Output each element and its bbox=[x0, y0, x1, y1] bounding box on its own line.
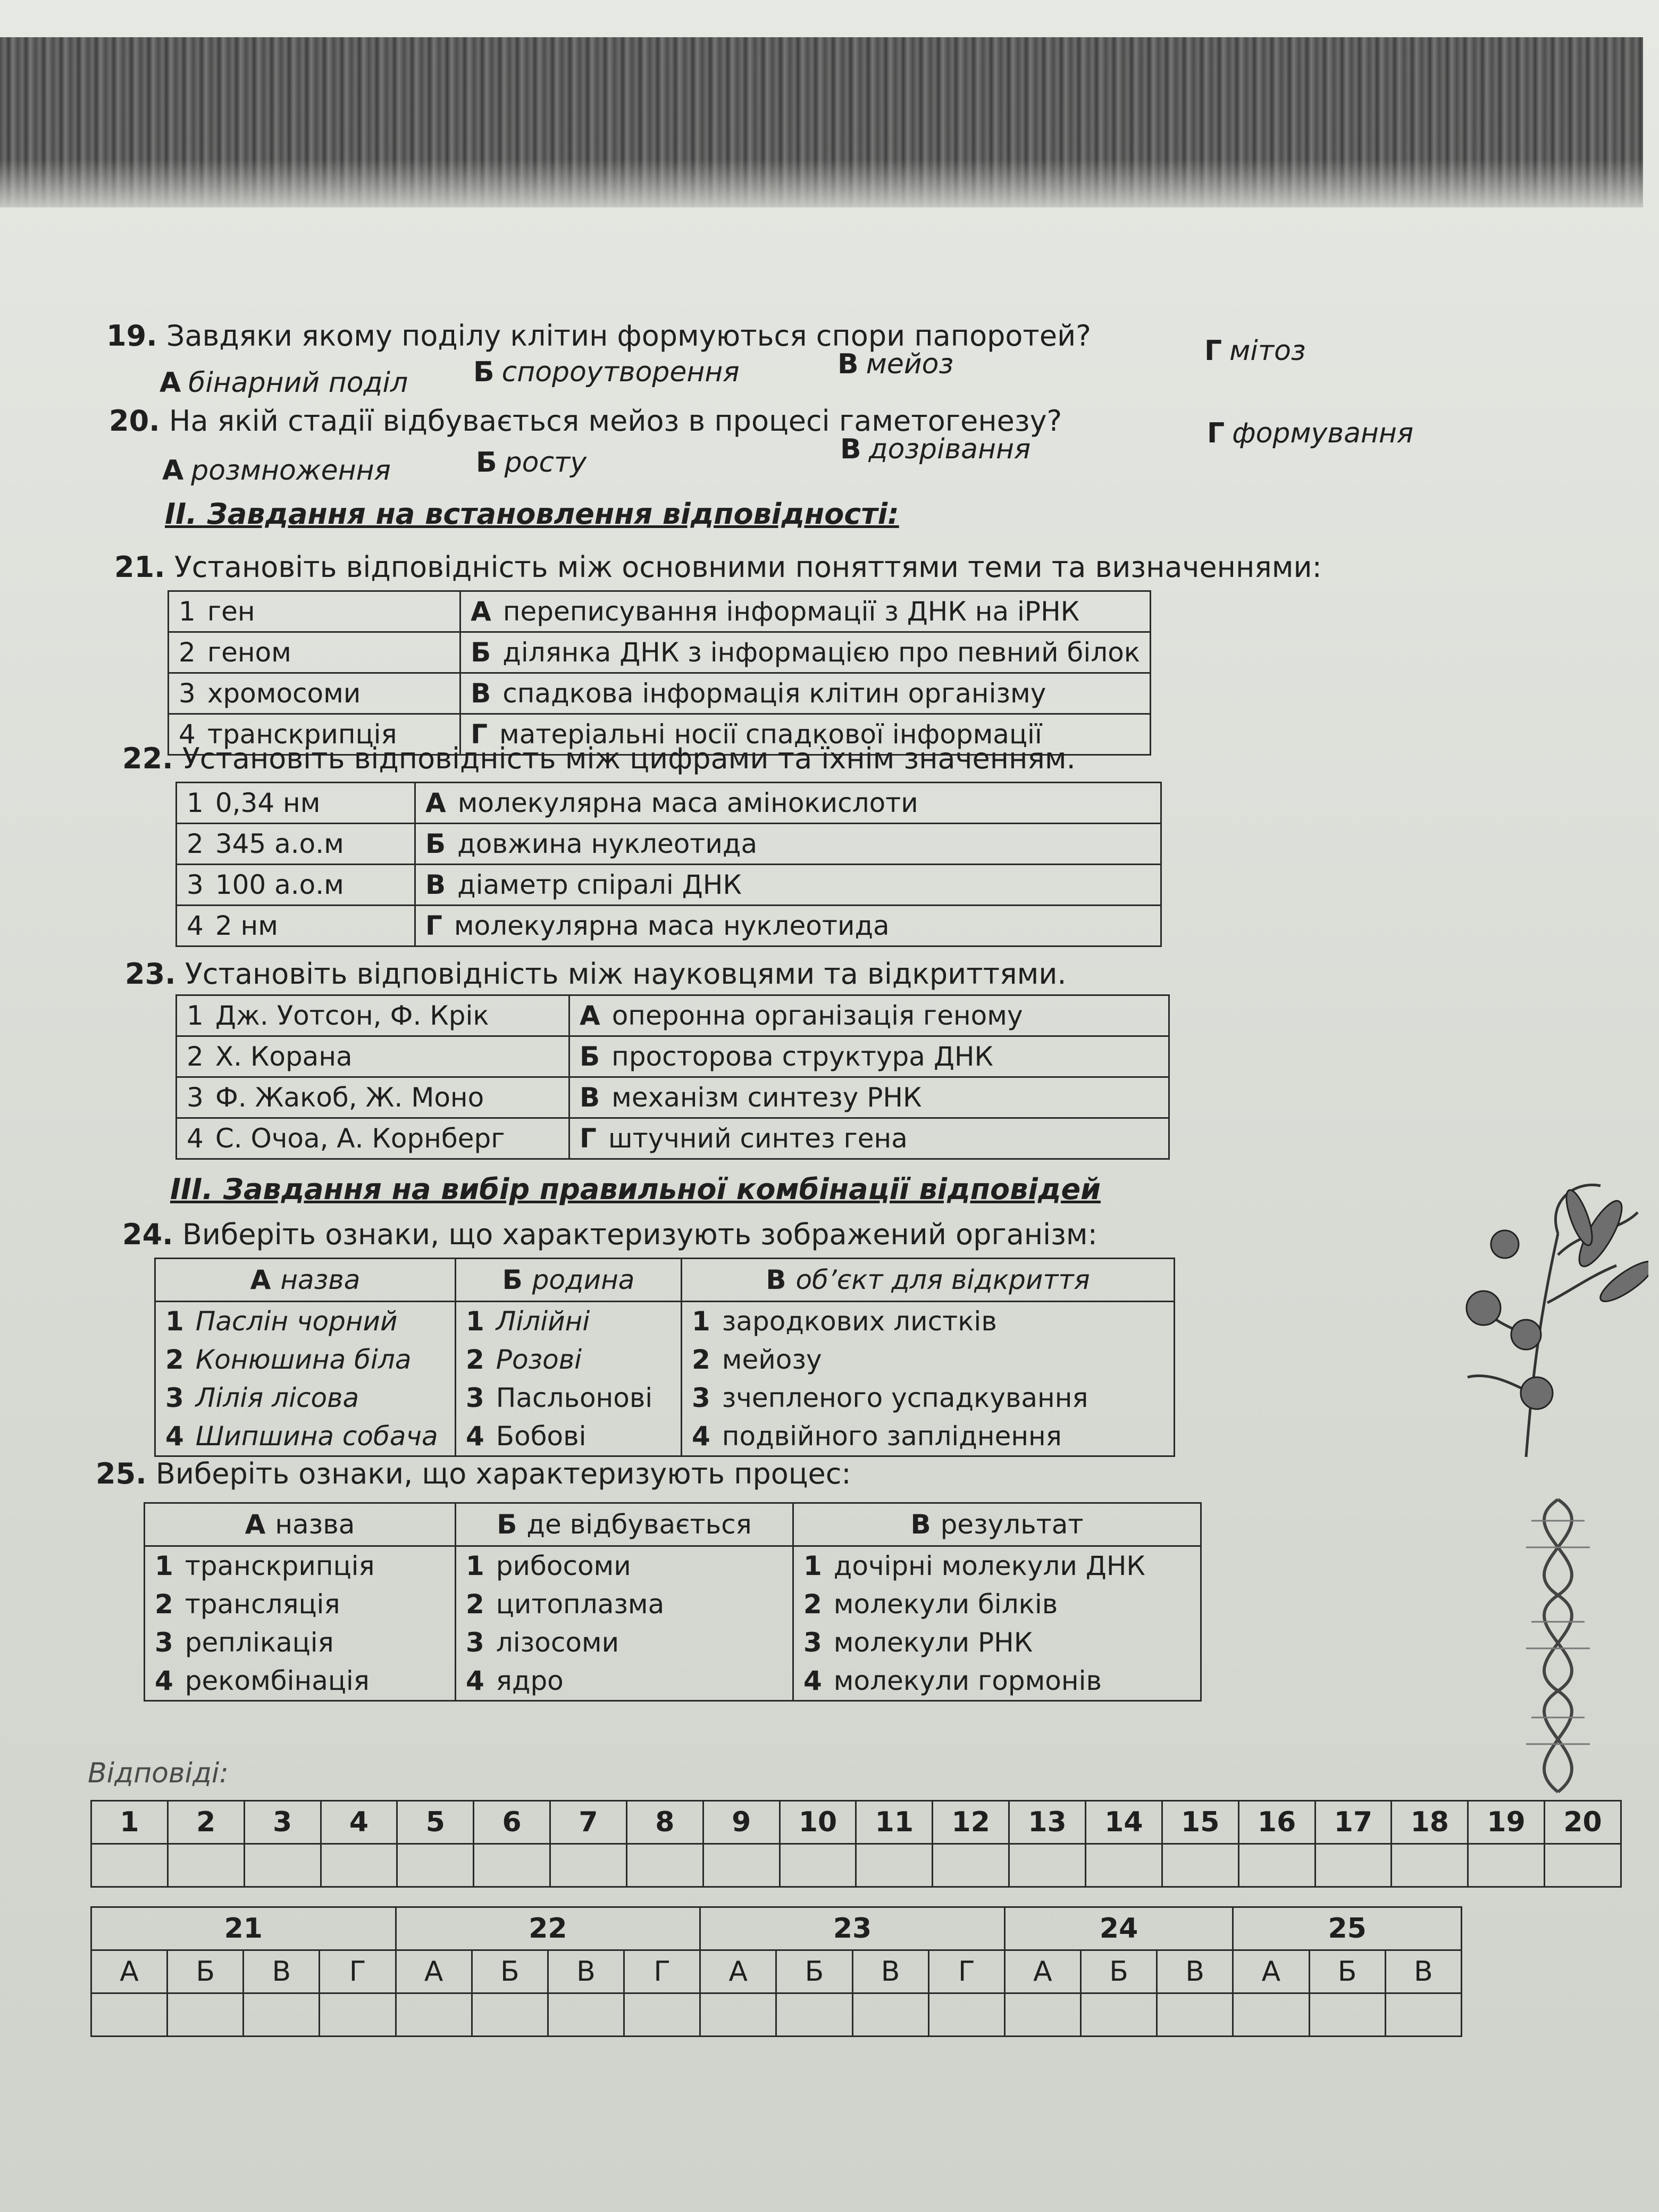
question-22: 22. Установіть відповідність між цифрами та їхнім значенням. bbox=[122, 742, 1076, 775]
match-letter-cell: А bbox=[1004, 1950, 1080, 1993]
q19-option-b: Б спороутворення bbox=[473, 356, 740, 388]
match-letter-cell: В bbox=[548, 1950, 624, 1993]
answer-input-cell[interactable] bbox=[1162, 1844, 1238, 1887]
match-group-header: 23 bbox=[700, 1907, 1005, 1950]
answer-input-cell[interactable] bbox=[933, 1844, 1009, 1887]
match-input-cell[interactable] bbox=[91, 1993, 167, 2037]
match-letter-cell: А bbox=[1233, 1950, 1309, 1993]
answer-input-cell[interactable] bbox=[1392, 1844, 1468, 1887]
q24-column-c: 1 зародкових листків 2 мейозу 3 зчепленого успадкування 4 подвійного запліднення bbox=[682, 1302, 1175, 1456]
match-letter-cell: А bbox=[396, 1950, 472, 1993]
answer-number-cell: 3 bbox=[244, 1801, 321, 1844]
table-row: 4 транскрипція Г матеріальні носії спадкової інформації bbox=[169, 714, 1151, 755]
answer-input-cell[interactable] bbox=[856, 1844, 933, 1887]
q24-column-a: 1 Паслін чорний 2 Конюшина біла 3 Лілія лісова 4 Шипшина собача bbox=[155, 1302, 456, 1456]
answer-number-cell: 12 bbox=[933, 1801, 1009, 1844]
answers-grid-1-20 bbox=[90, 1800, 1622, 1888]
answer-input-cell[interactable] bbox=[321, 1844, 397, 1887]
match-input-cell[interactable] bbox=[1157, 1993, 1233, 2037]
match-letter-cell: Б bbox=[1309, 1950, 1385, 1993]
answer-input-cell[interactable] bbox=[780, 1844, 856, 1887]
table-row: 2 геном Б ділянка ДНК з інформацією про певний білок bbox=[169, 632, 1151, 673]
q20-option-d: Г формування bbox=[1207, 417, 1414, 449]
answer-number-cell: 11 bbox=[856, 1801, 933, 1844]
answer-number-cell: 4 bbox=[321, 1801, 397, 1844]
section-2-heading: ІІ. Завдання на встановлення відповідності: bbox=[165, 497, 899, 531]
answer-input-cell[interactable] bbox=[244, 1844, 321, 1887]
answer-number-cell: 14 bbox=[1085, 1801, 1162, 1844]
match-input-cell[interactable] bbox=[396, 1993, 472, 2037]
q20-option-c: В дозрівання bbox=[840, 433, 1031, 465]
question-21: 21. Установіть відповідність між основними поняттями теми та визначеннями: bbox=[114, 550, 1322, 584]
match-input-cell[interactable] bbox=[320, 1993, 396, 2037]
q20-option-b: Б росту bbox=[476, 447, 587, 479]
table-row: 2 Х. Корана Б просторова структура ДНК bbox=[177, 1036, 1169, 1077]
q19-option-c: В мейоз bbox=[837, 348, 954, 380]
flower-icon bbox=[1467, 1291, 1501, 1325]
answer-number-cell: 16 bbox=[1238, 1801, 1315, 1844]
q25-column-c: 1 дочірні молекули ДНК 2 молекули білків 3 молекули РНК 4 молекули гормонів bbox=[793, 1546, 1201, 1701]
match-letter-cell: Б bbox=[472, 1950, 548, 1993]
answer-number-cell: 13 bbox=[1009, 1801, 1086, 1844]
answer-input-cell[interactable] bbox=[550, 1844, 627, 1887]
match-letter-cell: Г bbox=[320, 1950, 396, 1993]
table-row: 1 Дж. Уотсон, Ф. Крік А оперонна організація геному bbox=[177, 995, 1169, 1036]
match-letter-cell: Г bbox=[624, 1950, 700, 1993]
answer-number-cell: 17 bbox=[1315, 1801, 1392, 1844]
answer-number-cell: 9 bbox=[703, 1801, 780, 1844]
match-letter-cell: Б bbox=[167, 1950, 244, 1993]
answer-input-cell[interactable] bbox=[397, 1844, 474, 1887]
match-group-header: 22 bbox=[396, 1907, 700, 1950]
answer-number-cell: 20 bbox=[1545, 1801, 1621, 1844]
q23-match-table bbox=[175, 994, 1170, 1160]
question-23: 23. Установіть відповідність між науковцями та відкриттями. bbox=[125, 957, 1067, 991]
table-row: 4 С. Очоа, А. Корнберг Г штучний синтез гена bbox=[177, 1118, 1169, 1159]
answers-grid-21-25 bbox=[90, 1906, 1462, 2037]
table-row: 3 100 а.о.м В діаметр спіралі ДНК bbox=[177, 865, 1161, 906]
match-input-cell[interactable] bbox=[1309, 1993, 1385, 2037]
table-row: 2 345 а.о.м Б довжина нуклеотида bbox=[177, 824, 1161, 865]
answer-number-cell: 1 bbox=[91, 1801, 168, 1844]
answer-number-cell: 18 bbox=[1392, 1801, 1468, 1844]
section-3-heading: ІІІ. Завдання на вибір правильної комбінації відповідей bbox=[170, 1172, 1101, 1206]
match-input-cell[interactable] bbox=[1385, 1993, 1461, 2037]
answer-number-cell: 6 bbox=[474, 1801, 550, 1844]
match-group-header: 21 bbox=[91, 1907, 396, 1950]
match-letter-cell: В bbox=[1157, 1950, 1233, 1993]
match-group-header: 24 bbox=[1004, 1907, 1233, 1950]
match-input-cell[interactable] bbox=[624, 1993, 700, 2037]
match-input-cell[interactable] bbox=[852, 1993, 928, 2037]
answer-input-cell[interactable] bbox=[1085, 1844, 1162, 1887]
match-letter-cell: А bbox=[91, 1950, 167, 1993]
table-row: 3 Ф. Жакоб, Ж. Моно В механізм синтезу РНК bbox=[177, 1077, 1169, 1118]
answer-input-cell[interactable] bbox=[703, 1844, 780, 1887]
match-letter-cell: В bbox=[852, 1950, 928, 1993]
q19-option-d: Г мітоз bbox=[1204, 335, 1306, 367]
table-row: 3 хромосоми В спадкова інформація клітин організму bbox=[169, 673, 1151, 714]
q25-column-b: 1 рибосоми 2 цитоплазма 3 лізосоми 4 ядро bbox=[456, 1546, 793, 1701]
answer-number-cell: 19 bbox=[1468, 1801, 1545, 1844]
match-letter-cell: Б bbox=[1081, 1950, 1157, 1993]
answer-input-cell[interactable] bbox=[1009, 1844, 1086, 1887]
match-letter-cell: Б bbox=[776, 1950, 852, 1993]
match-input-cell[interactable] bbox=[700, 1993, 776, 2037]
answer-number-cell: 7 bbox=[550, 1801, 627, 1844]
q25-combination-table: А назва Б де відбувається В результат 1 транскрипція 2 трансляція 3 реплікація 4 рекомбінація 1 рибосоми 2 цитоплазма 3 лізосоми 4 ядро 1 дочірні молекули ДНК 2 молекули білків 3 молекули РНК 4 молекули гормонів bbox=[144, 1502, 1202, 1702]
match-input-cell[interactable] bbox=[776, 1993, 852, 2037]
table-row: 4 2 нм Г молекулярна маса нуклеотида bbox=[177, 906, 1161, 946]
answer-number-cell: 5 bbox=[397, 1801, 474, 1844]
question-19: 19. Завдяки якому поділу клітин формуються спори папоротей? bbox=[106, 319, 1091, 353]
dna-helix-illustration bbox=[1489, 1489, 1659, 1803]
answer-input-cell[interactable] bbox=[626, 1844, 703, 1887]
match-input-cell[interactable] bbox=[1004, 1993, 1080, 2037]
plant-illustration bbox=[1425, 1170, 1648, 1468]
table-row: 1 ген А переписування інформації з ДНК на іРНК bbox=[169, 591, 1151, 632]
question-20: 20. На якій стадії відбувається мейоз в процесі гаметогенезу? bbox=[109, 404, 1062, 438]
answer-input-cell[interactable] bbox=[91, 1844, 168, 1887]
q25-column-a: 1 транскрипція 2 трансляція 3 реплікація 4 рекомбінація bbox=[145, 1546, 456, 1701]
match-input-cell[interactable] bbox=[244, 1993, 320, 2037]
answers-label: Відповіді: bbox=[88, 1757, 229, 1789]
match-input-cell[interactable] bbox=[928, 1993, 1004, 2037]
question-24: 24. Виберіть ознаки, що характеризують зображений організм: bbox=[122, 1218, 1097, 1251]
table-row: 1 0,34 нм А молекулярна маса амінокислоти bbox=[177, 783, 1161, 824]
q24-combination-table: А назва Б родина В об’єкт для відкриття 1 Паслін чорний 2 Конюшина біла 3 Лілія лісова 4 Шипшина собача 1 Лілійні 2 Розові 3 Пасльонові 4 Бобові 1 зародкових листків 2 мейозу 3 зчепленого успадкування 4 подвійного запліднення bbox=[154, 1258, 1175, 1457]
question-25: 25. Виберіть ознаки, що характеризують процес: bbox=[96, 1457, 851, 1490]
answer-number-cell: 10 bbox=[780, 1801, 856, 1844]
answer-number-cell: 8 bbox=[626, 1801, 703, 1844]
match-input-cell[interactable] bbox=[1081, 1993, 1157, 2037]
answer-input-cell[interactable] bbox=[1315, 1844, 1392, 1887]
answer-input-cell[interactable] bbox=[167, 1844, 244, 1887]
q19-option-a: А бінарний поділ bbox=[160, 367, 408, 399]
match-letter-cell: В bbox=[1385, 1950, 1461, 1993]
match-letter-cell: В bbox=[244, 1950, 320, 1993]
q24-column-b: 1 Лілійні 2 Розові 3 Пасльонові 4 Бобові bbox=[456, 1302, 682, 1456]
match-letter-cell: Г bbox=[928, 1950, 1004, 1993]
answer-number-cell: 2 bbox=[167, 1801, 244, 1844]
match-letter-cell: А bbox=[700, 1950, 776, 1993]
match-input-cell[interactable] bbox=[1233, 1993, 1309, 2037]
q21-match-table bbox=[167, 590, 1151, 756]
answer-input-cell[interactable] bbox=[1468, 1844, 1545, 1887]
answer-input-cell[interactable] bbox=[474, 1844, 550, 1887]
match-input-cell[interactable] bbox=[548, 1993, 624, 2037]
answer-input-cell[interactable] bbox=[1238, 1844, 1315, 1887]
answer-input-cell[interactable] bbox=[1545, 1844, 1621, 1887]
match-input-cell[interactable] bbox=[167, 1993, 244, 2037]
match-group-header: 25 bbox=[1233, 1907, 1462, 1950]
q20-option-a: А розмноження bbox=[162, 455, 391, 487]
answer-number-cell: 15 bbox=[1162, 1801, 1238, 1844]
match-input-cell[interactable] bbox=[472, 1993, 548, 2037]
q22-match-table bbox=[175, 782, 1162, 947]
